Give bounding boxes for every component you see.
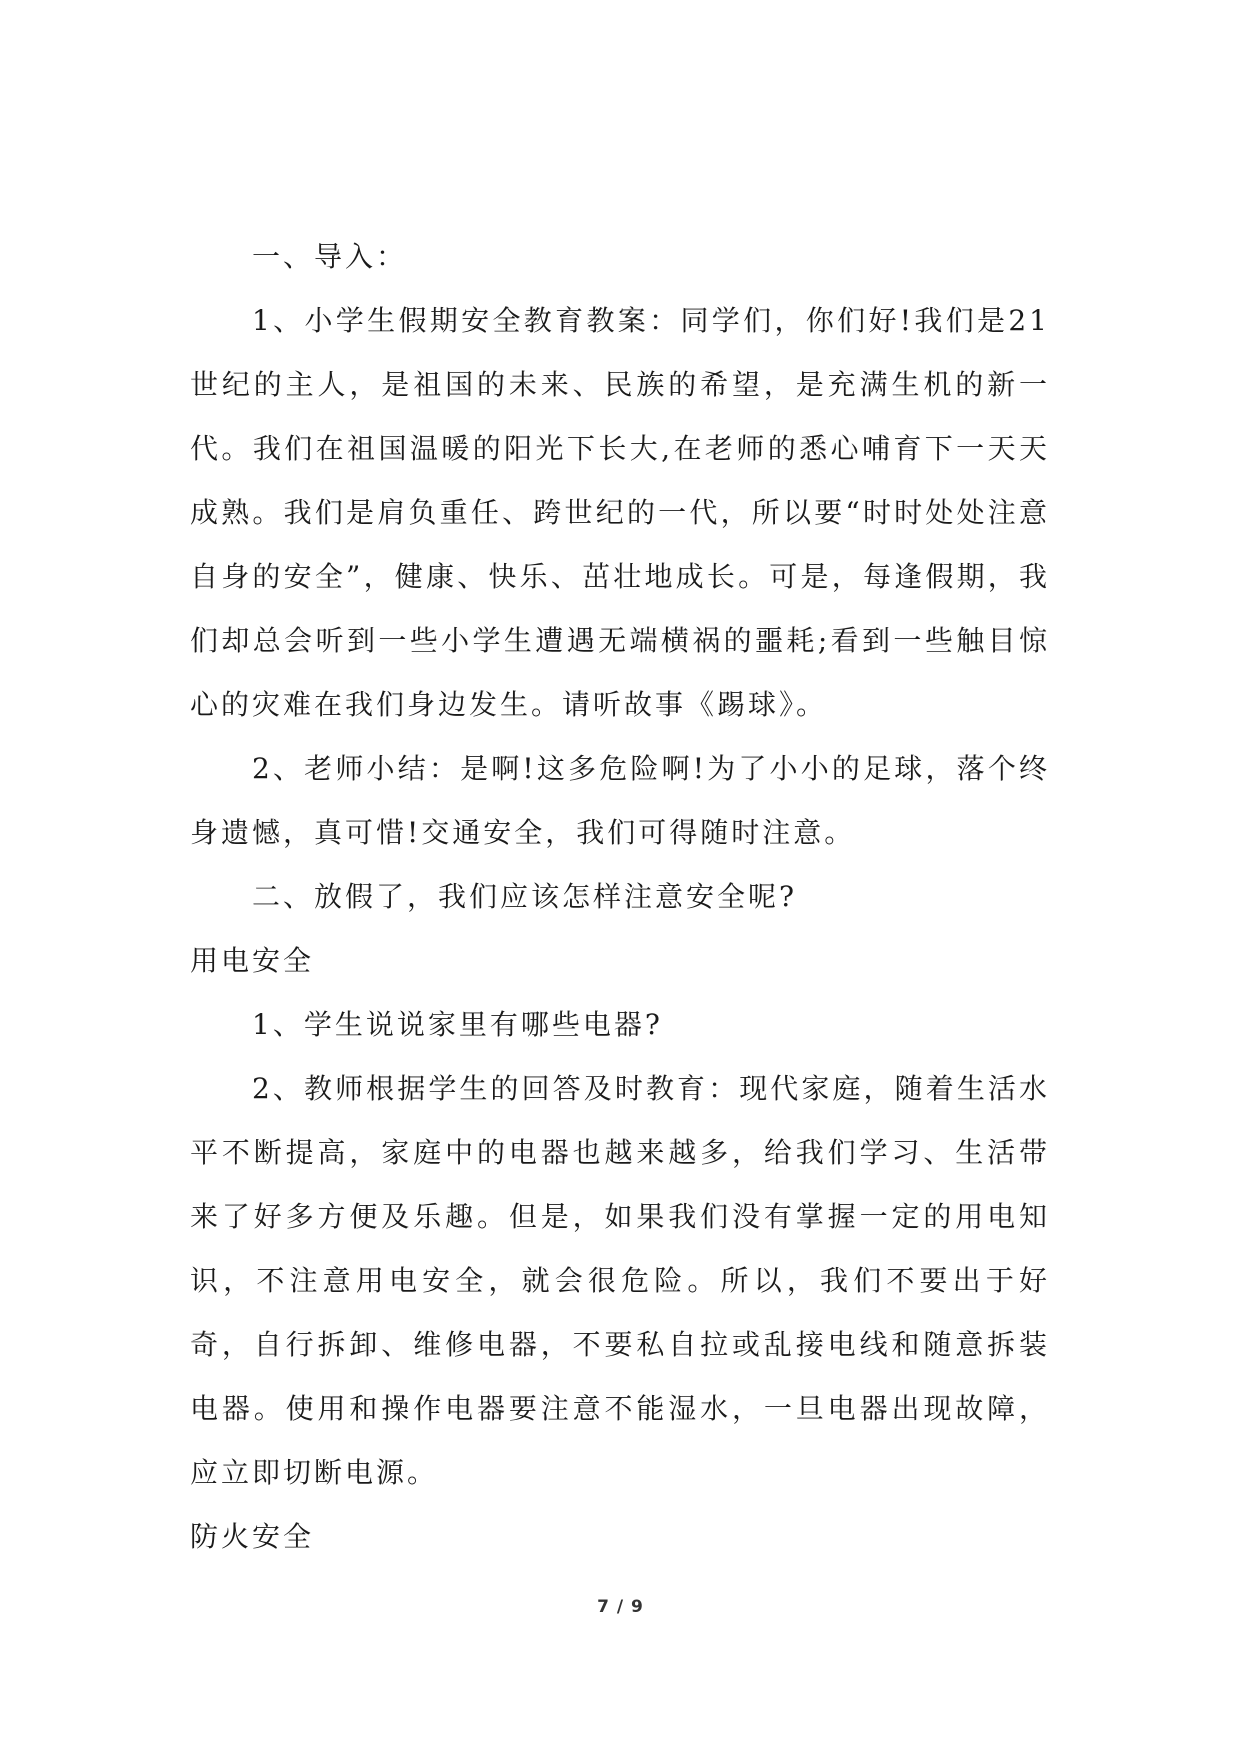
page-number: 7 / 9 [597,1597,644,1617]
document-body [190,225,1050,1569]
paragraph-electrical-education: 2、教师根据学生的回答及时教育：现代家庭，随着生活水平不断提高，家庭中的电器也越来越多，给我们学习、生活带来了好多方便及乐趣。但是，如果我们没有掌握一定的用电知识，不注意用电安全，就会很危险。所以，我们不要出于好奇，自行拆卸、维修电器，不要私自拉或乱接电线和随意拆装电器。使用和操作电器要注意不能湿水，一旦电器出现故障，应立即切断电源。 [190,1072,1050,1489]
section-heading-intro: 一、导入： [252,240,408,273]
paragraph-intro-story: 1、小学生假期安全教育教案：同学们，你们好!我们是21世纪的主人，是祖国的未来、民族的希望，是充满生机的新一代。我们在祖国温暖的阳光下长大,在老师的悉心哺育下一天天成熟。我们是肩负重任、跨世纪的一代，所以要“时时处处注意自身的安全”，健康、快乐、茁壮地成长。可是，每逢假期，我们却总会听到一些小学生遭遇无端横祸的噩耗;看到一些触目惊心的灾难在我们身边发生。请听故事《踢球》。 [190,304,1050,721]
section-heading-holiday-safety: 二、放假了，我们应该怎样注意安全呢? [252,880,798,913]
subheading-electrical-safety: 用电安全 [190,944,315,977]
subheading-fire-safety: 防火安全 [190,1520,315,1553]
paragraph-appliances-question: 1、学生说说家里有哪些电器? [252,1008,663,1041]
paragraph-teacher-summary: 2、老师小结：是啊!这多危险啊!为了小小的足球，落个终身遗憾，真可惜!交通安全，我们可得随时注意。 [190,752,1050,849]
